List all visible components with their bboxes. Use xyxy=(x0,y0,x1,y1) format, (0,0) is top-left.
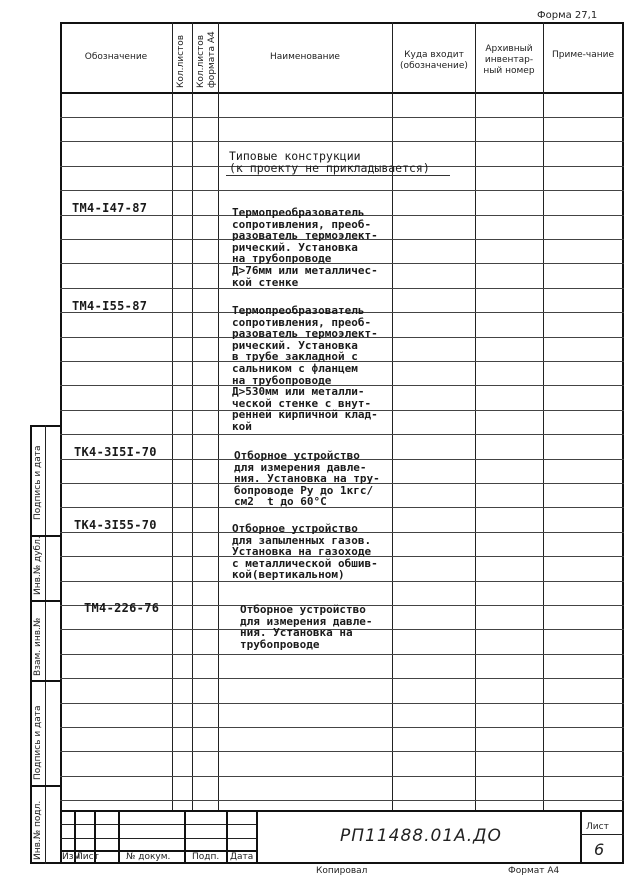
side-orig-inv: Инв.№ подл. xyxy=(33,800,43,860)
entry-designation-1: ТМ4-I47-87 xyxy=(72,201,148,215)
header-designation: Обозначение xyxy=(84,52,148,62)
tb-sheet: Лист xyxy=(76,852,99,862)
header-sheets-a4: Кол.листов формата А4 xyxy=(196,31,217,88)
entry-name-3: Отборное устройство для измерения давле- ния. Установка на тру- бопроводе Ру до 1кгс/ см2 t до 60°С xyxy=(234,449,380,509)
table-row-line xyxy=(60,141,624,142)
table-row-line xyxy=(60,800,624,801)
entry-designation-3: ТК4-3I5I-70 xyxy=(74,445,157,459)
table-row-line xyxy=(60,581,624,582)
entry-name-1: Термопреобразователь сопротивления, преоб- разователь термоэлект- рический. Установка на трубопроводе Д>76мм или металличес- кой стенке xyxy=(232,206,378,289)
table-row-line xyxy=(60,678,624,679)
section-title: Типовые конструкции (к проекту не прикладывается) xyxy=(229,149,430,175)
table-row-line xyxy=(60,117,624,118)
entry-name-2: Термопреобразователь сопротивления, преоб- разователь термоэлект- рический. Установка в трубе закладной с сальником с фланцем на трубопроводе Д>530мм или металли- ческой стенке с внут- ренней кирпичной клад- кой xyxy=(232,304,378,433)
side-sign-date-2: Подпись и дата xyxy=(33,705,43,780)
tb-date: Дата xyxy=(230,852,254,862)
side-sign-date-1: Подпись и дата xyxy=(33,445,43,520)
footer-format: Формат А4 xyxy=(508,866,560,876)
tb-sheet-number: 6 xyxy=(594,840,606,859)
entry-name-5: Отборное устройство для измерения давле- ния. Установка на трубопроводе xyxy=(240,603,373,651)
tb-signature: Подп. xyxy=(192,852,220,862)
entry-name-4: Отборное устройство для запыленных газов. Установка на газоходе с металлической обшив- кой(вертикальном) xyxy=(232,522,378,582)
table-row-line xyxy=(60,434,624,435)
header-sheets-count: Кол.листов xyxy=(176,34,186,88)
entry-designation-5: ТМ4-226-76 xyxy=(84,601,160,615)
table-row-line xyxy=(60,776,624,777)
table-row-line xyxy=(60,654,624,655)
tb-sheet-label: Лист xyxy=(586,822,609,832)
footer-copied: Копировал xyxy=(316,866,368,876)
table-row-line xyxy=(60,190,624,191)
form-label: Форма 27,1 xyxy=(537,10,598,21)
header-archive-no: Архивный инвентар-ный номер xyxy=(483,44,535,76)
side-dup-inv: Инв.№ дубл. xyxy=(33,536,43,595)
table-row-line xyxy=(60,703,624,704)
header-name: Наименование xyxy=(270,52,340,62)
entry-designation-2: ТМ4-I55-87 xyxy=(72,299,148,313)
tb-doc-no: № докум. xyxy=(126,852,171,862)
tb-doc-code: РП11488.01А.ДО xyxy=(340,826,502,846)
table-row-line xyxy=(60,751,624,752)
header-note: Приме-чание xyxy=(551,50,614,60)
side-replace-inv: Взам. инв.№ xyxy=(33,617,43,676)
header-where-used: Куда входит (обозначение) xyxy=(400,50,468,71)
tb-change: Изм xyxy=(62,852,81,862)
entry-designation-4: ТК4-3I55-70 xyxy=(74,518,157,532)
table-row-line xyxy=(60,727,624,728)
